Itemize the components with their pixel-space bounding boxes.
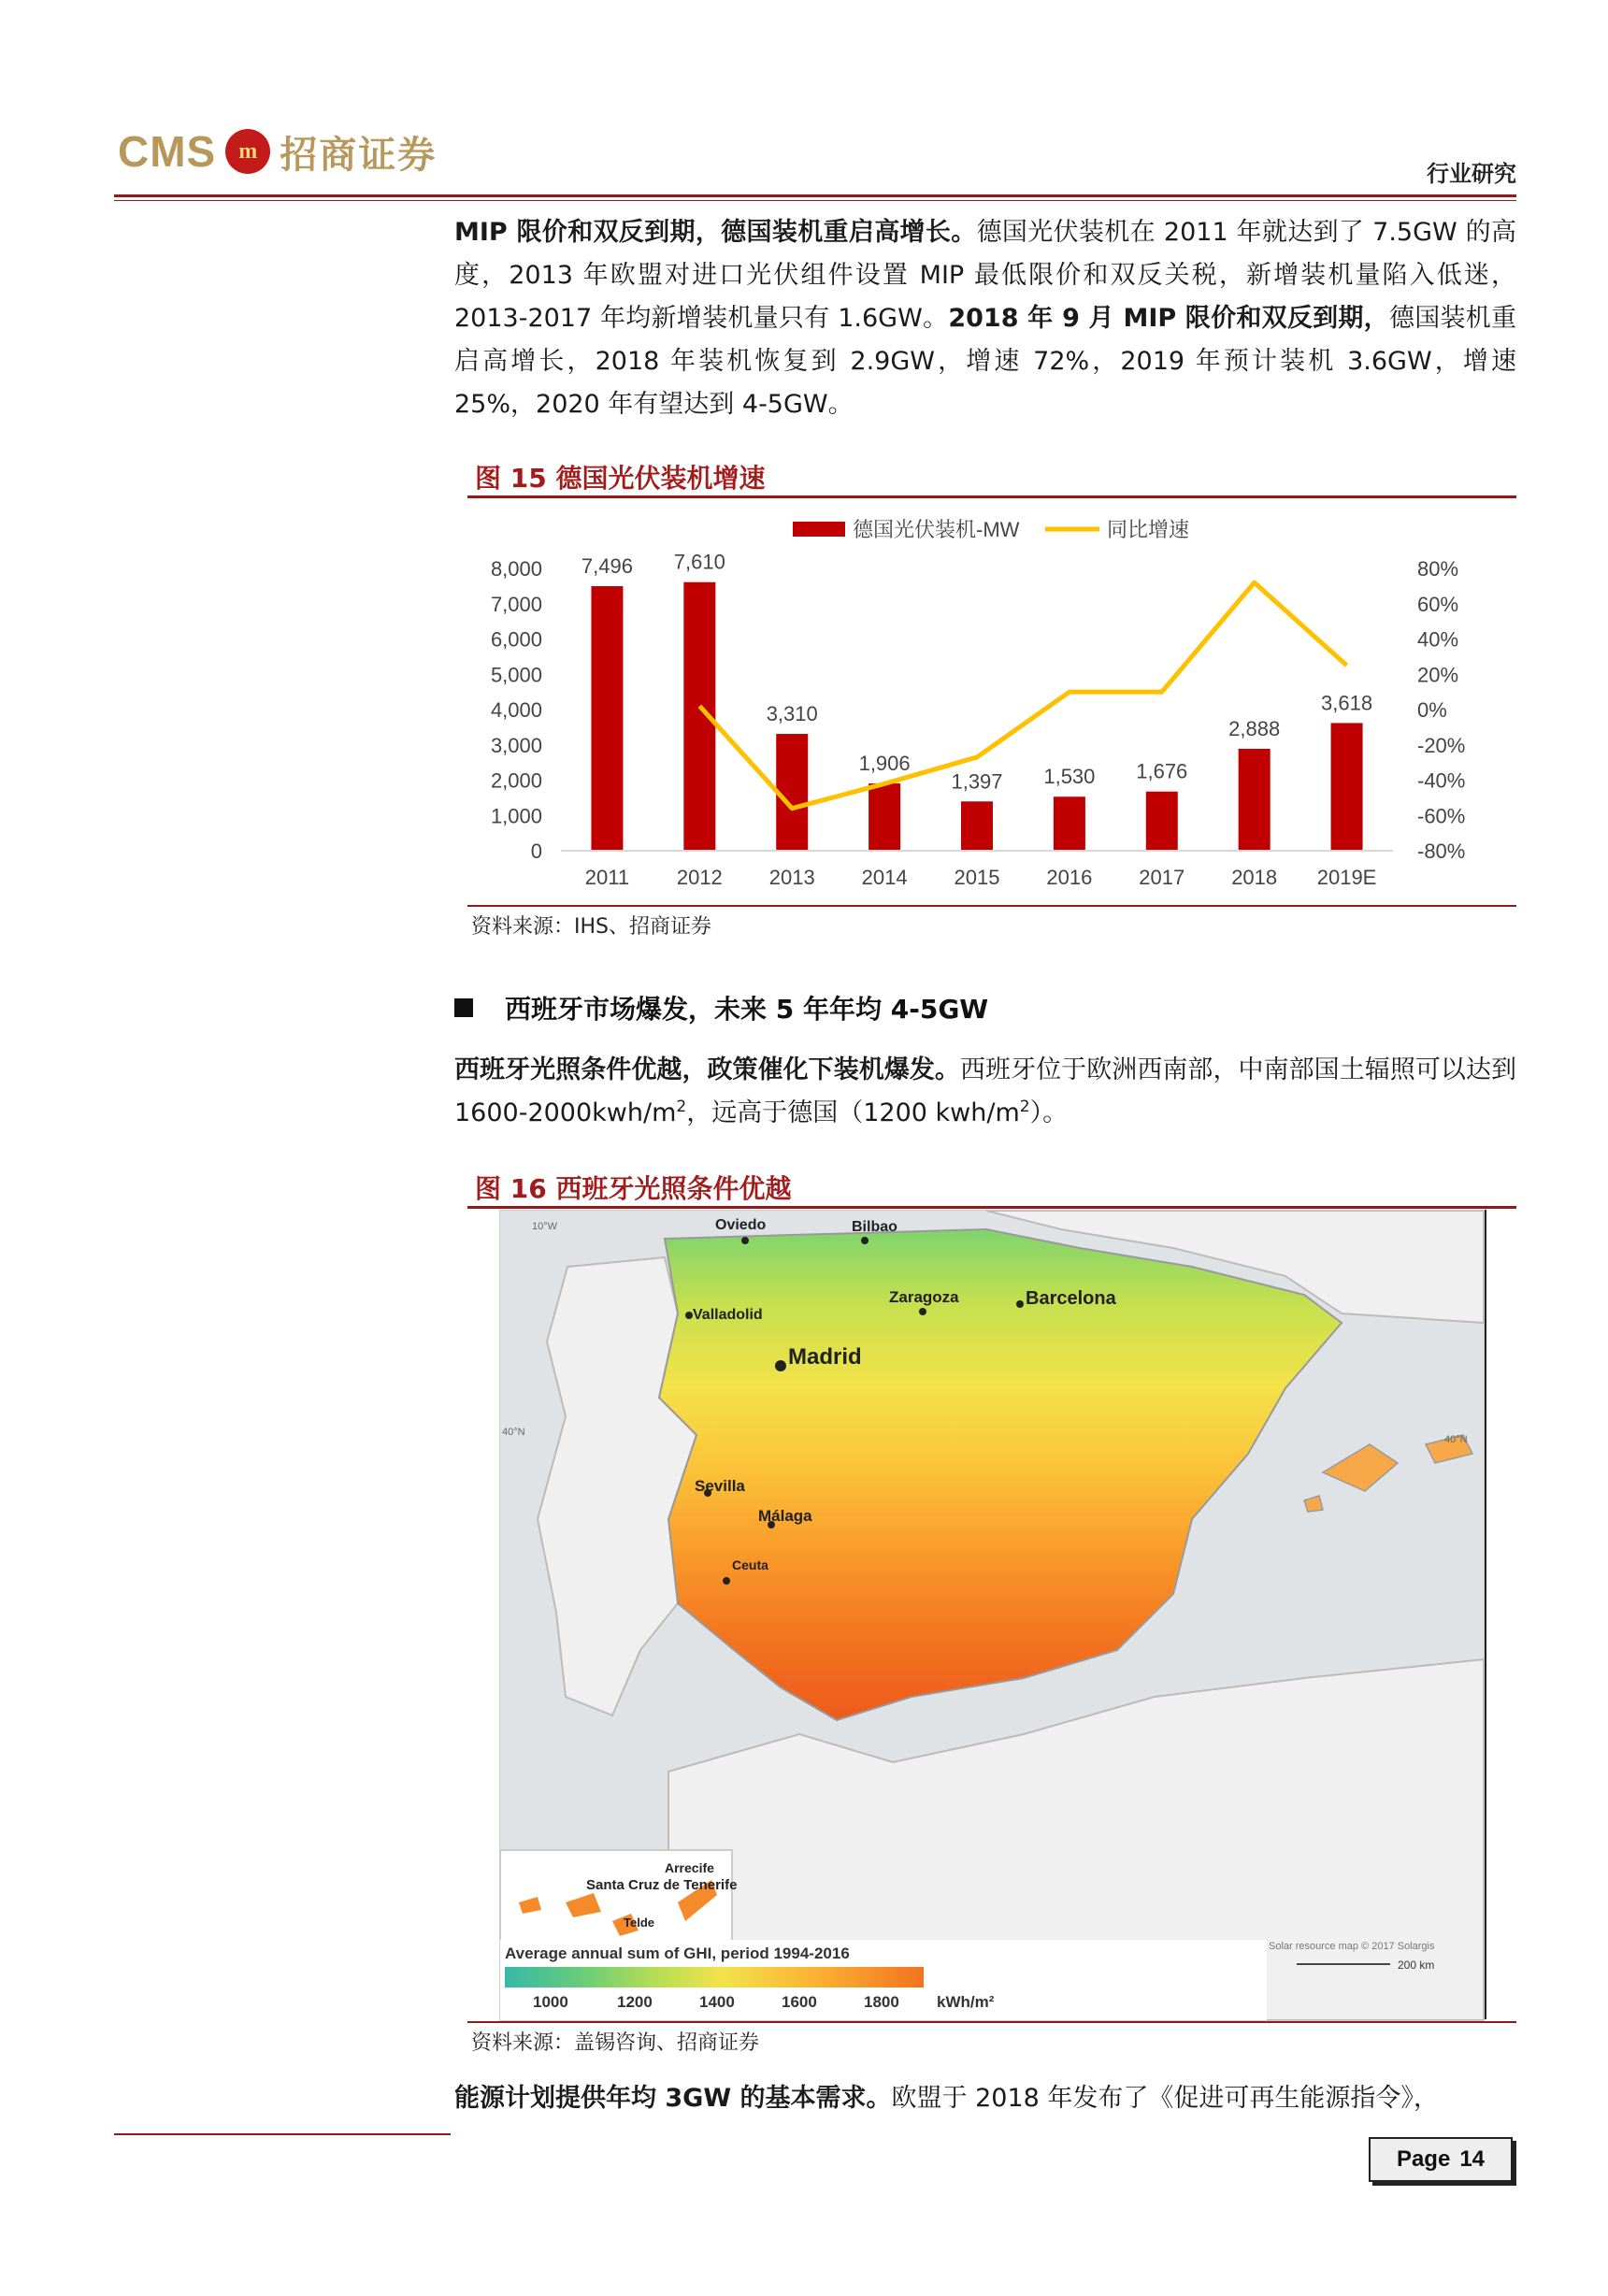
bar-2017 — [1146, 792, 1178, 851]
page-label: Page — [1396, 2146, 1451, 2172]
paragraph-spain — [454, 1049, 1516, 1135]
y-left-tick-label: 4,000 — [490, 698, 542, 722]
bar-value-label: 1,397 — [951, 769, 1003, 794]
legend-swatch-bar — [793, 522, 845, 537]
map-credit: Solar resource map © 2017 Solargis — [1269, 1941, 1435, 1952]
map-city-oviedo: Oviedo — [715, 1217, 767, 1233]
y-right-tick-label: 60% — [1417, 592, 1459, 616]
map-city-valladolid: Valladolid — [693, 1307, 763, 1323]
logo-chinese-text: 招商证券 — [280, 132, 438, 177]
bar-2016 — [1054, 796, 1085, 851]
paragraph-germany — [454, 211, 1516, 426]
y-left-tick-label: 6,000 — [490, 627, 542, 652]
x-tick-label: 2013 — [768, 866, 815, 889]
spain-section-heading — [454, 989, 988, 1026]
bar-value-label: 3,618 — [1321, 691, 1373, 715]
bar-value-label: 7,496 — [581, 554, 633, 579]
company-logo — [118, 123, 437, 179]
x-tick-label: 2011 — [584, 866, 630, 889]
legend-label-line: 同比增速 — [1107, 518, 1190, 541]
bar-2018 — [1239, 749, 1271, 851]
bar-value-label: 3,310 — [766, 702, 818, 726]
map-scale-label: 200 km — [1398, 1959, 1435, 1972]
y-left-tick-label: 5,000 — [490, 663, 542, 687]
map-city-sevilla: Sevilla — [695, 1477, 745, 1495]
footer-rule — [114, 2133, 451, 2135]
map-city-madrid: Madrid — [788, 1344, 862, 1370]
map-city-barcelona: Barcelona — [1026, 1288, 1116, 1309]
figure16-top-rule — [467, 1206, 1516, 1209]
map-legend-tick: 1400 — [699, 1993, 735, 2011]
bar-value-label: 1,530 — [1043, 765, 1096, 789]
paragraph-spain-text-c: ）。 — [1029, 1098, 1069, 1127]
header-rule — [114, 194, 1516, 197]
page-number-box — [1369, 2137, 1513, 2182]
x-tick-label: 2015 — [954, 866, 1000, 889]
logo-badge-icon: m — [225, 129, 270, 174]
map-legend-tick: 1600 — [782, 1993, 817, 2011]
map-legend-unit: kWh/m² — [937, 1993, 995, 2011]
paragraph-energy-plan-text: 欧盟于 2018 年发布了《促进可再生能源指令》， — [891, 2084, 1439, 2113]
bar-2019E — [1331, 723, 1363, 851]
map-inset-telde: Telde — [624, 1916, 654, 1930]
figure15-bottom-rule — [467, 905, 1516, 907]
y-left-tick-label: 2,000 — [490, 768, 542, 793]
spain-solar-map — [499, 1210, 1485, 2021]
y-left-tick-label: 7,000 — [490, 592, 542, 616]
y-right-tick-label: -20% — [1417, 733, 1466, 757]
paragraph-spain-lead: 西班牙光照条件优越，政策催化下装机爆发。 — [454, 1055, 960, 1084]
map-grid-label-lat-left: 40°N — [502, 1427, 525, 1438]
bar-value-label: 7,610 — [673, 550, 725, 574]
map-grid-label-lat-right: 40°N — [1444, 1434, 1468, 1445]
bar-2014 — [869, 783, 900, 851]
logo-cms-text: CMS — [118, 127, 217, 176]
y-left-tick-label: 0 — [530, 839, 542, 863]
y-right-tick-label: 20% — [1417, 663, 1459, 687]
x-tick-label: 2018 — [1231, 866, 1278, 889]
bar-2011 — [591, 586, 623, 851]
map-city-malaga: Málaga — [758, 1507, 812, 1525]
paragraph-energy-plan-lead: 能源计划提供年均 3GW 的基本需求。 — [454, 2084, 892, 2113]
y-right-tick-label: -80% — [1417, 839, 1466, 863]
germany-pv-chart — [467, 503, 1516, 905]
map-city-bilbao: Bilbao — [852, 1219, 897, 1235]
map-legend-title: Average annual sum of GHI, period 1994-2016 — [505, 1944, 850, 1962]
y-left-tick-label: 8,000 — [490, 557, 542, 581]
figure16-bottom-rule — [467, 2021, 1516, 2023]
map-legend-colorbar — [505, 1967, 924, 1987]
y-right-tick-label: -60% — [1417, 804, 1466, 828]
map-grid-label-lon: 10°W — [532, 1221, 558, 1232]
map-inset-arrecife: Arrecife — [665, 1860, 714, 1875]
figure15-title: 图 15 德国光伏装机增速 — [475, 463, 766, 494]
figure16-title: 图 16 西班牙光照条件优越 — [475, 1173, 792, 1204]
superscript-2: 2 — [676, 1098, 687, 1116]
map-legend-tick: 1000 — [533, 1993, 568, 2011]
map-legend-tick: 1200 — [617, 1993, 653, 2011]
x-tick-label: 2016 — [1046, 866, 1093, 889]
paragraph-germany-bold-mid: 2018 年 9 月 MIP 限价和双反到期， — [948, 304, 1389, 333]
section-label: 行业研究 — [1427, 161, 1516, 187]
y-right-tick-label: 0% — [1417, 698, 1447, 722]
paragraph-spain-text-b: ，远高于德国（1200 kwh/m — [686, 1098, 1020, 1127]
bar-value-label: 2,888 — [1228, 716, 1281, 740]
figure16-source: 资料来源：盖锡咨询、招商证券 — [471, 2031, 760, 2055]
map-legend-tick: 1800 — [864, 1993, 899, 2011]
map-city-zaragoza: Zaragoza — [889, 1288, 959, 1306]
paragraph-energy-plan — [454, 2077, 1516, 2120]
x-tick-label: 2017 — [1139, 866, 1185, 889]
figure15-top-rule — [467, 495, 1516, 498]
paragraph-germany-text-a: 德国光伏装机在 2011 年就达到了 7.5GW 的高度，2013 年欧盟对进口光伏组件设置 MIP 最低限价和双反关税，新增装机量陷入低迷，2013-2017 年均新增装机量只有 1.6GW。 — [454, 218, 1516, 333]
bar-2015 — [961, 801, 993, 851]
paragraph-germany-lead: MIP 限价和双反到期，德国装机重启高增长。 — [454, 218, 977, 247]
spain-section-heading-text: 西班牙市场爆发，未来 5 年年均 4-5GW — [505, 994, 989, 1025]
map-inset-santa-cruz: Santa Cruz de Tenerife — [586, 1877, 738, 1893]
y-right-tick-label: 40% — [1417, 627, 1459, 652]
bar-2013 — [776, 734, 808, 851]
bar-value-label: 1,676 — [1136, 759, 1188, 783]
figure15-source: 资料来源：IHS、招商证券 — [471, 915, 711, 939]
y-right-tick-label: 80% — [1417, 557, 1459, 581]
x-tick-label: 2014 — [861, 866, 908, 889]
map-city-ceuta: Ceuta — [732, 1557, 768, 1572]
paragraph-germany-text-b: 德国装机重启高增长，2018 年装机恢复到 2.9GW，增速 72%，2019 年预计装机 3.6GW，增速 25%，2020 年有望达到 4-5GW。 — [454, 304, 1516, 419]
x-tick-label: 2012 — [676, 866, 723, 889]
y-right-tick-label: -40% — [1417, 768, 1466, 793]
x-tick-label: 2019E — [1316, 866, 1377, 889]
header-rule-thin — [114, 200, 1516, 201]
y-left-tick-label: 3,000 — [490, 733, 542, 757]
paragraph-spain-text-a: 西班牙位于欧洲西南部，中南部国土辐照可以达到 1600-2000kwh/m — [454, 1055, 1517, 1127]
bar-value-label: 1,906 — [858, 752, 911, 776]
spain-solar-map-graphic — [500, 1211, 1484, 2020]
page-number: 14 — [1459, 2146, 1486, 2172]
bullet-square-icon — [454, 998, 473, 1017]
y-left-tick-label: 1,000 — [490, 804, 542, 828]
legend-label-bar: 德国光伏装机-MW — [853, 518, 1020, 541]
superscript-2: 2 — [1019, 1098, 1030, 1116]
map-legend-ticks — [505, 1993, 1028, 2016]
figure16-right-border — [1485, 1210, 1486, 2019]
